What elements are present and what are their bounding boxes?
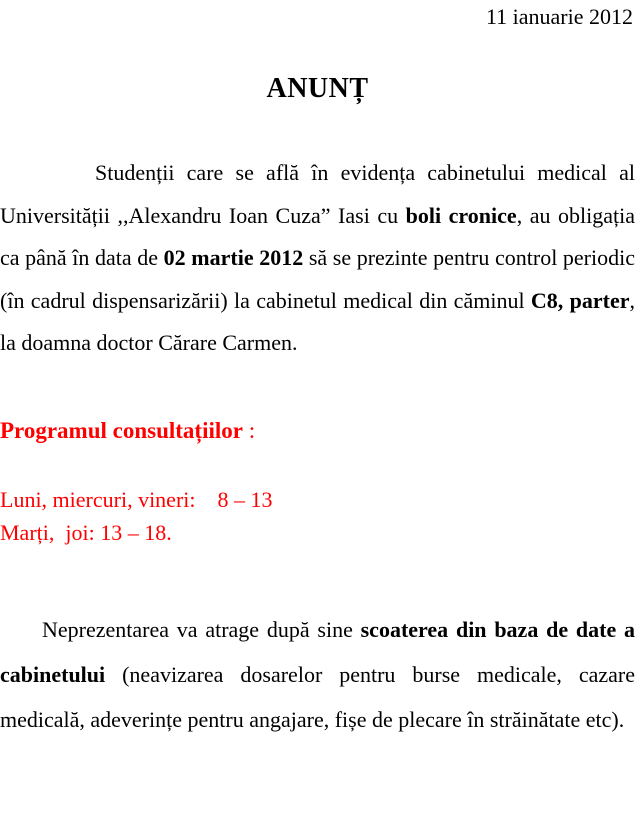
notice-text-run: , la doamna doctor Cărare Carmen. bbox=[0, 287, 635, 355]
bold-location: C8, parter bbox=[530, 287, 630, 313]
schedule-lines bbox=[0, 483, 635, 549]
schedule-line-mon-wed-fri: Luni, miercuri, vineri: 8 – 13 bbox=[0, 486, 273, 512]
notice-text-run: , au obligația ca până în data de bbox=[0, 202, 635, 270]
warning-text-run: (neavizarea dosarelor pentru burse medicale, cazare medicală, adeverințe pentru angajare, fișe de plecare în străinătate etc). bbox=[0, 661, 635, 732]
bold-database-removal: scoaterea din baza de date a cabinetului bbox=[0, 616, 635, 687]
notice-text-run: să se prezinte pentru control periodic (în cadrul dispensarizării) la cabinetul medical din căminul bbox=[0, 245, 635, 313]
schedule-heading bbox=[0, 417, 635, 445]
bold-chronic-diseases: boli cronice bbox=[405, 202, 517, 228]
schedule-heading-colon: : bbox=[242, 417, 256, 443]
warning-text-run: Neprezentarea va atrage după sine bbox=[42, 616, 361, 642]
document-date: 11 ianuarie 2012 bbox=[485, 4, 633, 29]
schedule-line-tue-thu: Marți, joi: 13 – 18. bbox=[0, 519, 172, 545]
bold-deadline-date: 02 martie 2012 bbox=[163, 245, 304, 270]
schedule-heading-text: Programul consultațiilor bbox=[0, 417, 243, 443]
warning-paragraph bbox=[0, 607, 635, 742]
notice-text-run: Studenții care se află în evidența cabinetului medical al Universității ,,Alexandru Ioan Cuza” Iasi cu bbox=[0, 160, 635, 228]
document-title: ANUNȚ bbox=[266, 73, 369, 104]
notice-paragraph bbox=[0, 152, 635, 365]
